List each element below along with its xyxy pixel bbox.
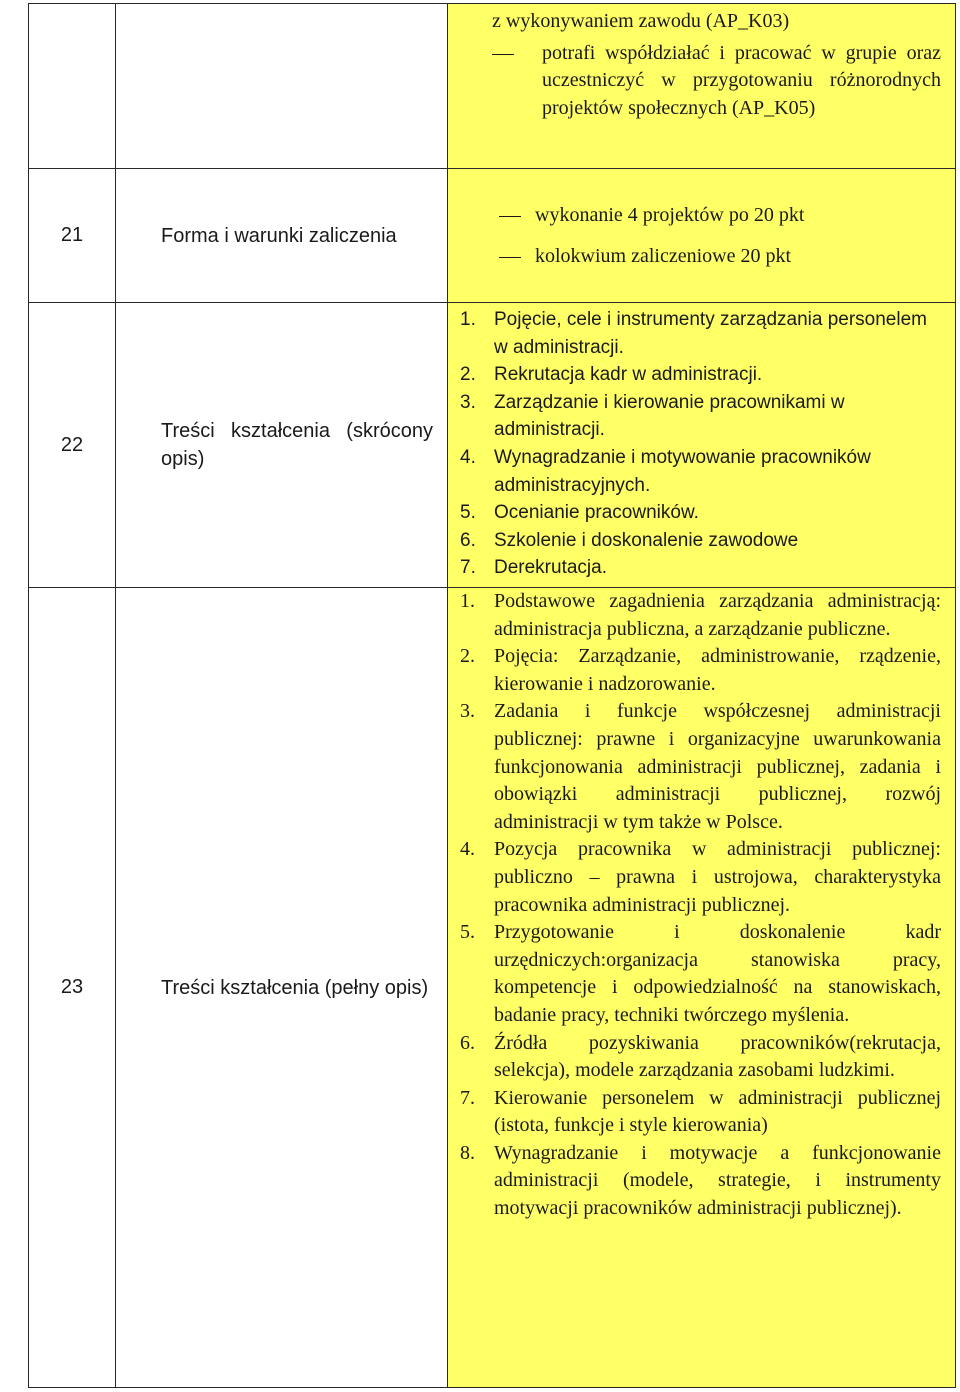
row-number [29,4,116,169]
row-label: Treści kształcenia (skrócony opis) [116,303,448,588]
row-label: Treści kształcenia (pełny opis) [116,588,448,1388]
list-item: 2. Rekrutacja kadr w administracji. [460,364,763,386]
dash-bullet-icon [492,54,514,56]
table-row-21 [29,169,956,303]
outcome-item [492,40,941,123]
row-number: 21 [29,169,116,303]
row-label: Forma i warunki zaliczenia [116,169,448,303]
syllabus-table [28,3,956,1388]
list-item: 4. Pozycja pracownika w administracji publicznej: publiczno – prawna i ustrojowa, charakterystyka pracownika administracji publicznej. [460,838,941,916]
table-row-competences [29,4,956,169]
list-item: 6. Szkolenie i doskonalenie zawodowe [460,529,799,551]
list-item: 5. Przygotowanie i doskonalenie kadr urzędniczych:organizacja stanowiska pracy, kompetencje i odpowiedzialność na stanowiskach, badanie pracy, techniki twórczego myślenia. [460,921,941,1026]
full-content-cell [448,588,956,1388]
table-row-23 [29,588,956,1388]
list-item: 2. Pojęcia: Zarządzanie, administrowanie, rządzenie, kierowanie i nadzorowanie. [460,645,941,695]
list-item: 3. Zadania i funkcje współczesnej administracji publicznej: prawne i organizacyjne uwarunkowania funkcjonowania administracji publicznej, zadania i obowiązki administracji publicznej, rozwój administracji w tym także w Polsce. [460,700,941,833]
list-item: 1. Pojęcie, cele i instrumenty zarządzania personelem w administracji. [460,309,927,358]
criteria-item [499,236,941,277]
list-item: 1. Podstawowe zagadnienia zarządzania administracją: administracja publiczna, a zarządzanie publiczne. [460,590,941,640]
outcome-text: potrafi współdziałać i pracować w grupie oraz uczestniczyć w przygotowaniu różnorodnych projektów społecznych (AP_K05) [542,41,941,119]
list-item: 3. Zarządzanie i kierowanie pracownikami w administracji. [460,391,845,441]
table-row-22 [29,303,956,588]
criteria-text: kolokwium zaliczeniowe 20 pkt [535,244,792,267]
criteria-text: wykonanie 4 projektów po 20 pkt [535,203,805,226]
list-item: 5. Ocenianie pracowników. [460,502,699,524]
short-content-cell [448,303,956,588]
full-content-list [460,588,941,1223]
list-item: 6. Źródła pozyskiwania pracowników(rekrutacja, selekcja), modele zarządzania zasobami ludzkimi. [460,1031,941,1082]
row-label [116,4,448,169]
dash-bullet-icon [499,216,521,218]
dash-bullet-icon [499,257,521,259]
short-content-list [460,306,941,582]
competences-cell [448,4,956,169]
list-item: 4. Wynagradzanie i motywowanie pracowników administracyjnych. [460,446,871,496]
list-item: 8. Wynagradzanie i motywacje a funkcjonowanie administracji (modele, strategie, i instrumenty motywacji pracowników administracji publicznej). [460,1141,941,1220]
list-item: 7. Kierowanie personelem w administracji publicznej (istota, funkcje i style kierowania) [460,1086,941,1137]
criteria-item [499,195,941,236]
row-number: 22 [29,303,116,588]
criteria-cell [448,169,956,303]
continued-text: z wykonywaniem zawodu (AP_K03) [492,10,790,32]
list-item: 7. Derekrutacja. [460,557,607,579]
row-number: 23 [29,588,116,1388]
